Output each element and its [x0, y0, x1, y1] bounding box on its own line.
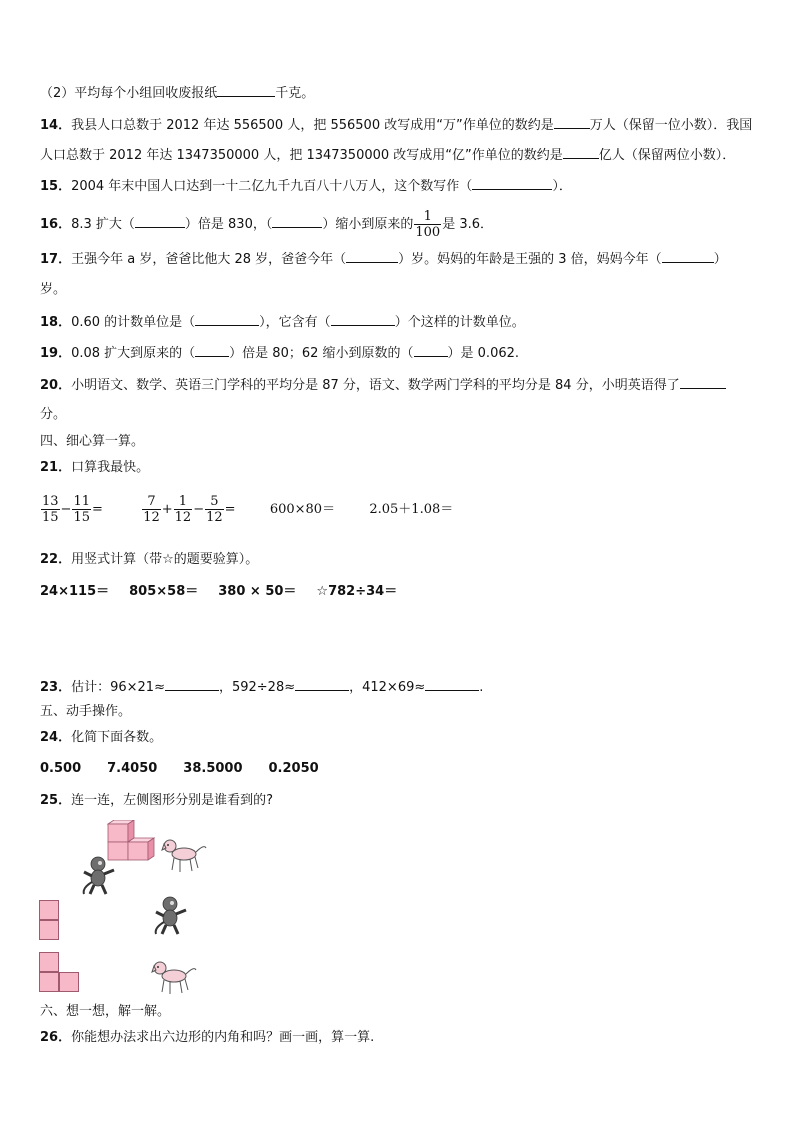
- answer-blank[interactable]: [195, 344, 229, 357]
- minus-sign: −: [60, 502, 72, 517]
- q16-line: [40, 208, 493, 242]
- q25-line: [40, 793, 273, 809]
- section-5-heading: 五、动手操作。: [40, 704, 132, 719]
- q17-line1: [40, 250, 727, 268]
- q14-text-2-end: 亿人（保留两位小数）．: [598, 148, 736, 163]
- answer-blank[interactable]: [272, 215, 322, 228]
- number-item: 7.4050: [107, 761, 158, 776]
- view-square: [59, 972, 79, 992]
- q23-text-d: .: [479, 680, 484, 695]
- fraction-denominator: 12: [174, 510, 192, 525]
- fraction: [142, 494, 161, 525]
- dog-icon: [160, 832, 208, 876]
- fraction: [414, 209, 441, 240]
- q21-line: [40, 460, 149, 476]
- q14-line2: [40, 146, 735, 164]
- q24-text: 化简下面各数。: [71, 730, 163, 745]
- fraction: [205, 494, 224, 525]
- fraction-numerator: 7: [142, 494, 161, 510]
- q23-text-b: ，592÷28≈: [218, 680, 296, 695]
- q17-line2: 岁。: [40, 282, 67, 297]
- fraction-denominator: 12: [206, 510, 223, 525]
- equals-sign: =: [224, 502, 236, 517]
- answer-blank[interactable]: [346, 250, 398, 263]
- q19-text-a: 0.08 扩大到原来的（: [71, 346, 196, 361]
- q26-number: 26．: [40, 1030, 72, 1045]
- q14-number: 14．: [40, 118, 72, 133]
- q13-2-suffix: 千克。: [275, 86, 315, 101]
- answer-blank[interactable]: [295, 678, 349, 691]
- fraction-denominator: 15: [42, 510, 59, 525]
- fraction: [41, 494, 60, 525]
- q24-number: 24．: [40, 730, 72, 745]
- minus-sign: −: [193, 502, 205, 517]
- q24-items: [40, 761, 319, 777]
- answer-blank[interactable]: [195, 313, 259, 326]
- q20-line1: [40, 376, 726, 394]
- fraction-numerator: 13: [42, 494, 59, 509]
- q20-line2: 分。: [40, 407, 67, 422]
- fraction-denominator: 100: [415, 225, 441, 240]
- q22-number: 22．: [40, 552, 72, 567]
- q17-number: 17．: [40, 252, 72, 267]
- monkey-icon: [150, 894, 190, 936]
- answer-blank[interactable]: [217, 84, 275, 97]
- q23-number: 23．: [40, 680, 72, 695]
- q18-number: 18．: [40, 315, 72, 330]
- q19-text-c: ）是 0.062.: [447, 346, 520, 361]
- q24-line: [40, 730, 162, 746]
- calc-item: ☆782÷34＝: [316, 584, 398, 599]
- fraction-numerator: 1: [414, 209, 441, 225]
- q16-number: 16．: [40, 217, 72, 232]
- number-item: 0.2050: [268, 761, 319, 776]
- q13-2-line: [40, 84, 314, 102]
- q26-line: [40, 1030, 374, 1046]
- expression-4: 2.05＋1.08＝: [369, 502, 454, 517]
- q14-text-2: 人口总数于 2012 年达 1347350000 人，把 1347350000 改写成用“亿”作单位的数约是: [40, 148, 563, 163]
- answer-blank[interactable]: [135, 215, 185, 228]
- q15-end: ）．: [552, 179, 572, 194]
- plus-sign: +: [161, 502, 173, 517]
- q23-text-c: ，412×69≈: [349, 680, 426, 695]
- q21-text: 口算我最快。: [71, 460, 150, 475]
- q26-text: 你能想办法求出六边形的内角和吗？画一画，算一算.: [71, 1030, 375, 1045]
- cube-side-face: [148, 838, 154, 860]
- view-square: [39, 972, 59, 992]
- q20-number: 20．: [40, 378, 72, 393]
- answer-blank[interactable]: [554, 116, 590, 129]
- fraction: [72, 494, 91, 525]
- q18-line: [40, 313, 525, 331]
- q21-number: 21．: [40, 460, 72, 475]
- fraction-numerator: 11: [73, 494, 90, 509]
- q19-number: 19．: [40, 346, 72, 361]
- section-4-heading: 四、细心算一算。: [40, 434, 145, 449]
- q14-text: 我县人口总数于 2012 年达 556500 人，把 556500 改写成用“万”作单位的数约是: [71, 118, 554, 133]
- q16-text-a: 8.3 扩大（: [71, 217, 135, 232]
- q17-text-c: ）: [713, 252, 727, 267]
- q22-items: [40, 584, 397, 600]
- calc-item: 805×58＝: [129, 584, 199, 599]
- q16-text-d: 是 3.6．: [442, 217, 494, 232]
- q14-line1: [40, 116, 752, 134]
- answer-blank[interactable]: [165, 678, 219, 691]
- q17-text-a: 王强今年 a 岁，爸爸比他大 28 岁，爸爸今年（: [71, 252, 347, 267]
- q22-text: 用竖式计算（带☆的题要验算）。: [71, 552, 259, 567]
- cube-front-face: [108, 824, 128, 842]
- q18-text-b: ），它含有（: [259, 315, 331, 330]
- q18-text-c: ）个这样的计数单位。: [394, 315, 525, 330]
- q19-text-b: ）倍是 80；62 缩小到原数的（: [229, 346, 414, 361]
- number-item: 0.500: [40, 761, 82, 776]
- q23-line: [40, 678, 483, 696]
- q16-text-c: ）缩小到原来的: [322, 217, 414, 232]
- q21-expressions: [40, 492, 453, 528]
- fraction-numerator: 1: [174, 494, 193, 510]
- q25-number: 25．: [40, 793, 72, 808]
- q22-line: [40, 552, 258, 568]
- answer-blank[interactable]: [662, 250, 714, 263]
- calc-item: 380 × 50＝: [218, 584, 297, 599]
- fraction-numerator: 5: [205, 494, 224, 510]
- view-square: [39, 952, 59, 972]
- calc-item: 24×115＝: [40, 584, 110, 599]
- view-square: [39, 920, 59, 940]
- view-square: [39, 900, 59, 920]
- answer-blank[interactable]: [472, 177, 552, 190]
- q15-line: [40, 177, 572, 195]
- expression-3: 600×80＝: [269, 502, 336, 517]
- answer-blank[interactable]: [680, 376, 726, 389]
- fraction-denominator: 15: [73, 510, 90, 525]
- monkey-icon: [78, 854, 118, 896]
- answer-blank[interactable]: [331, 313, 395, 326]
- q25-text: 连一连，左侧图形分别是谁看到的?: [71, 793, 273, 808]
- q16-text-b: ）倍是 830，（: [184, 217, 273, 232]
- q19-line: [40, 344, 519, 362]
- dog-icon: [150, 954, 198, 998]
- q23-text-a: 估计：96×21≈: [71, 680, 165, 695]
- q20-text: 小明语文、数学、英语三门学科的平均分是 87 分，语文、数学两门学科的平均分是 84 分，小明英语得了: [71, 378, 680, 393]
- q14-text-end: 万人（保留一位小数）．我国: [589, 118, 753, 133]
- answer-blank[interactable]: [414, 344, 448, 357]
- fraction-denominator: 12: [143, 510, 160, 525]
- section-6-heading: 六、想一想，解一解。: [40, 1004, 171, 1019]
- q15-text: 2004 年末中国人口达到一十二亿九千九百八十八万人，这个数写作（: [71, 179, 473, 194]
- q17-text-b: ）岁。妈妈的年龄是王强的 3 倍，妈妈今年（: [398, 252, 662, 267]
- fraction: [174, 494, 193, 525]
- answer-blank[interactable]: [563, 146, 599, 159]
- answer-blank[interactable]: [425, 678, 479, 691]
- q18-text-a: 0.60 的计数单位是（: [71, 315, 196, 330]
- q15-number: 15．: [40, 179, 72, 194]
- number-item: 38.5000: [183, 761, 243, 776]
- q13-2-prefix: （2）平均每个小组回收废报纸: [40, 86, 218, 101]
- equals-sign: =: [92, 502, 103, 517]
